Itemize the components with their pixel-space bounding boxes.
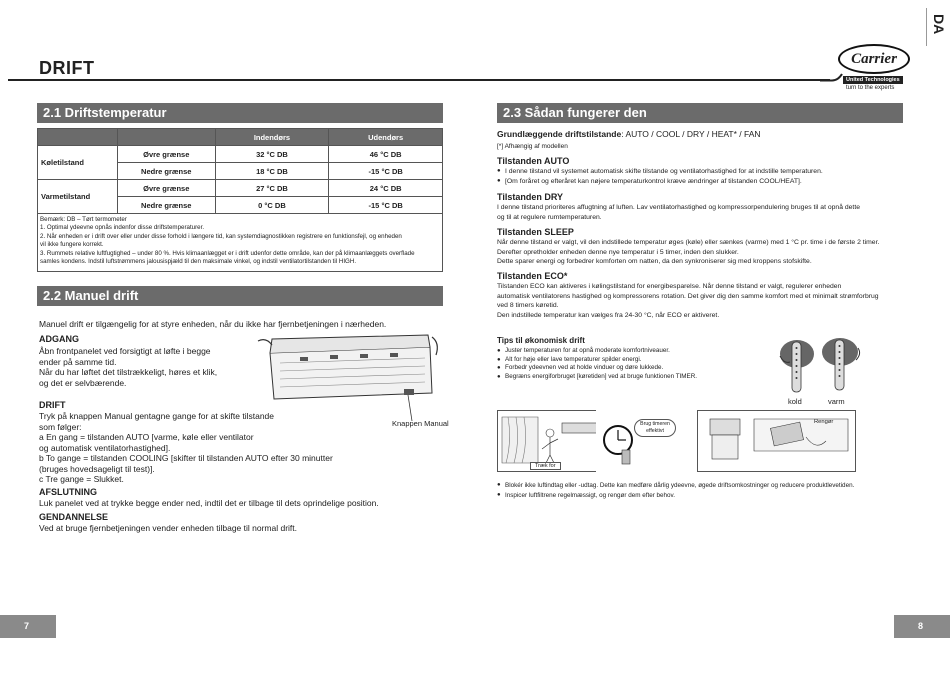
title-rule xyxy=(8,79,830,81)
section-2-1-heading: 2.1 Driftstemperatur xyxy=(37,103,443,123)
auto-line: ● [Om foråret og efteråret kan nøjere temperaturkontrol kræve ændringer af tilstanden COOL/HEAT]. xyxy=(497,177,907,187)
table-row xyxy=(38,180,443,197)
access-title: ADGANG xyxy=(39,334,79,344)
manual-intro: Manuel drift er tilgængelig for at styre enheden, når du ikke har fjernbetjeningen i nærheden. xyxy=(39,319,387,329)
drift-line: Tryk på knappen Manual gentagne gange for at skifte tilstande xyxy=(39,411,275,421)
page-number-right: 8 xyxy=(894,615,950,638)
model-footnote: [*] Afhængig af modellen xyxy=(497,143,568,150)
manual-button-caption: Knappen Manual xyxy=(392,419,449,428)
outdoor-cell: 46 °C DB xyxy=(329,146,443,163)
limit-cell: Øvre grænse xyxy=(117,180,215,197)
table-header-cell xyxy=(117,129,215,146)
cold-label: kold xyxy=(788,397,802,406)
eco-text xyxy=(497,282,917,320)
pull-curtain-label: Træk for xyxy=(530,462,561,470)
access-line: Når du har løftet det tilstrækkeligt, høres et klik, xyxy=(39,367,218,377)
drift-title: DRIFT xyxy=(39,400,66,410)
table-header-cell: Udendørs xyxy=(329,129,443,146)
basic-modes-values: : AUTO / COOL / DRY / HEAT* / FAN xyxy=(621,129,761,139)
carrier-logo: Carrier xyxy=(838,44,910,74)
table-header-cell xyxy=(38,129,118,146)
indoor-cell: 32 °C DB xyxy=(215,146,329,163)
drift-line: c Tre gange = Slukket. xyxy=(39,474,124,484)
sleep-line: Dette sparer energi og forbedrer komforten om natten, da den synkroniserer sig med kroppens stofskifte. xyxy=(497,258,812,266)
access-line: og det er selvbærende. xyxy=(39,377,127,388)
drift-line: som følger: xyxy=(39,421,82,432)
restore-title: GENDANNELSE xyxy=(39,512,109,522)
note-line: 3. Rummets relative luftfugtighed – under 80 %. Hvis klimaanlægget er i drift udenfor dette område, kan der på klimaanlæggets overflade xyxy=(40,249,415,257)
drift-text xyxy=(39,411,399,485)
timer-label: Brug timeren effektivt xyxy=(634,419,676,437)
tip-item: ● Forbedr ydeevnen ved at holde vinduer og døre lukkede. xyxy=(497,364,767,373)
indoor-unit-illustration xyxy=(240,333,445,423)
sleep-text xyxy=(497,238,917,267)
language-code: DA xyxy=(931,14,947,35)
note-line: 2. Når enheden er i drift over eller under disse forhold i længere tid, kan systemdiagnostikken registrere en funktionsfejl, og enheden xyxy=(40,232,402,240)
dry-line: I denne tilstand prioriteres affugtning af luften. Lav ventilatorhastighed og kompressorpendulering bruges til at opnå dette xyxy=(497,204,860,211)
outdoor-cell: 24 °C DB xyxy=(329,180,443,197)
restore-text: Ved at bruge fjernbetjeningen vender enheden tilbage til normal drift. xyxy=(39,523,298,533)
drift-line: a En gang = tilstanden AUTO [varme, køle eller ventilator xyxy=(39,432,254,442)
finish-text: Luk panelet ved at trykke begge ender ned, indtil det er tilbage til dets oprindelige position. xyxy=(39,498,379,508)
page-number-left: 7 xyxy=(0,615,56,638)
outdoor-cell: -15 °C DB xyxy=(329,163,443,180)
basic-modes-line xyxy=(497,129,761,139)
dry-text xyxy=(497,203,907,222)
warm-label: varm xyxy=(828,397,845,406)
note-line: Bemærk: DB – Tørt termometer xyxy=(40,216,127,223)
dry-line: og til at regulere rumtemperaturen. xyxy=(497,213,602,221)
eco-line: Tilstanden ECO kan aktiveres i kølingstilstand for energibesparelse. Når denne tilstand er valgt, regulerer enheden xyxy=(497,283,842,290)
limit-cell: Øvre grænse xyxy=(117,146,215,163)
tips-title: Tips til økonomisk drift xyxy=(497,336,585,345)
mode-cell: Køletilstand xyxy=(38,146,118,180)
basic-modes-label: Grundlæggende driftstilstande xyxy=(497,129,622,139)
table-header-cell: Indendørs xyxy=(215,129,329,146)
eco-title: Tilstanden ECO* xyxy=(497,271,568,281)
indoor-cell: 27 °C DB xyxy=(215,180,329,197)
page-title: DRIFT xyxy=(39,58,95,78)
eco-line: automatisk ventilatorens hastighed og kompressorens rotation. Det giver dig den samme komfort med et minimalt strømforbrug xyxy=(497,292,879,300)
auto-title: Tilstanden AUTO xyxy=(497,156,570,166)
limit-cell: Nedre grænse xyxy=(117,197,215,214)
section-2-3-heading: 2.3 Sådan fungerer den xyxy=(497,103,903,123)
auto-line: ● I denne tilstand vil systemet automatisk skifte tilstande og ventilatorhastighed for at indstille temperaturen. xyxy=(497,167,907,177)
note-line: vil ikke fungere korrekt. xyxy=(40,241,104,249)
temperature-notes xyxy=(37,213,443,272)
sleep-title: Tilstanden SLEEP xyxy=(497,227,574,237)
section-2-2-heading: 2.2 Manuel drift xyxy=(37,286,443,306)
bottom-tip-item: ● Inspicer luftfiltrene regelmæssigt, og rengør dem efter behov. xyxy=(497,491,907,501)
drift-line: b To gange = tilstanden COOLING [skifter til tilstanden AUTO efter 30 minutter xyxy=(39,453,333,463)
limit-cell: Nedre grænse xyxy=(117,163,215,180)
indoor-cell: 0 °C DB xyxy=(215,197,329,214)
dry-title: Tilstanden DRY xyxy=(497,192,564,202)
eco-line: Den indstillede temperatur kan vælges fra 24-30 °C, når ECO er aktiveret. xyxy=(497,311,720,319)
tip-item: ● Juster temperaturen for at opnå moderate komfortniveauer. xyxy=(497,347,767,356)
access-line: Åbn frontpanelet ved forsigtigt at løfte i begge xyxy=(39,346,211,356)
note-line: 1. Optimal ydeevne opnås indenfor disse driftstemperaturer. xyxy=(40,224,205,232)
language-tab xyxy=(926,8,950,46)
access-text xyxy=(39,346,239,388)
table-row xyxy=(38,146,443,163)
tips-list xyxy=(497,347,767,381)
tip-item: ● Alt for høje eller lave temperaturer spilder energi. xyxy=(497,356,767,365)
eco-line: ved 8 timers køretid. xyxy=(497,302,559,310)
auto-text xyxy=(497,167,907,186)
bottom-tip-item: ● Blokér ikke luftindtag eller -udtag. Dette kan medføre dårlig ydeevne, øgede driftsomkostninger og reducere produktlevetiden. xyxy=(497,481,907,491)
mode-cell: Varmetilstand xyxy=(38,180,118,214)
utc-badge: United Technologies xyxy=(843,76,903,84)
indoor-cell: 18 °C DB xyxy=(215,163,329,180)
access-line: ender på samme tid. xyxy=(39,356,117,367)
finish-title: AFSLUTNING xyxy=(39,487,97,497)
filter-figure xyxy=(697,410,856,472)
table-header-row xyxy=(38,129,443,146)
outdoor-cell: -15 °C DB xyxy=(329,197,443,214)
drift-line: (bruges hovedsageligt til test)]. xyxy=(39,463,155,474)
clean-label: Rengør xyxy=(814,419,834,425)
thermometer-illustration xyxy=(772,334,872,398)
sleep-line: Når denne tilstand er valgt, vil den indstillede temperatur øges (køle) eller sænkes (varme) med 1 °C pr. time i de første 2 timer. xyxy=(497,239,880,246)
tip-item: ● Begræns energiforbruget [køretiden] ved at bruge funktionen TIMER. xyxy=(497,373,767,382)
bottom-tips-list xyxy=(497,481,907,500)
logo-tagline: turn to the experts xyxy=(846,85,895,91)
operating-temperature-table xyxy=(37,128,443,214)
drift-line: og automatisk ventilatorhastighed]. xyxy=(39,442,171,453)
timer-figure xyxy=(596,410,696,472)
sleep-line: Derefter opretholder enheden denne nye temperatur i 5 timer, inden den slukker. xyxy=(497,248,739,256)
note-line: samles kondens. Indstil luftstrømmens jalousispjæld til den maksimale vinkel, og indstil ventilatortilstanden til HIGH. xyxy=(40,258,357,266)
